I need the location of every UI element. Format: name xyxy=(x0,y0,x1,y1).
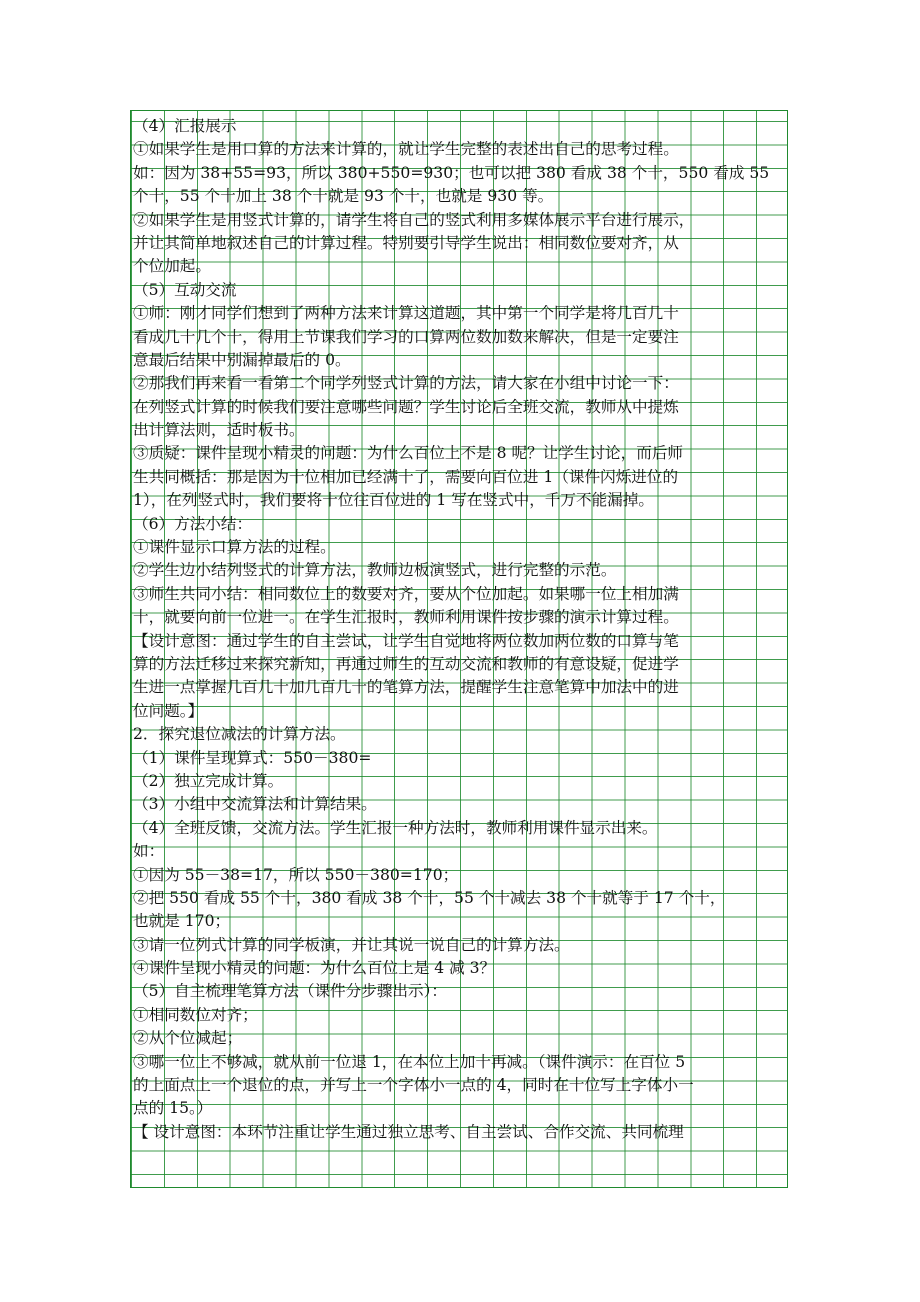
text-line: （2）独立完成计算。 xyxy=(133,771,284,790)
text-line: （5）自主梳理笔算方法（课件分步骤出示）： xyxy=(133,982,447,1001)
text-line: （6）方法小结： xyxy=(133,514,253,533)
text-line: 如：因为 38+55=93，所以 380+550=930；也可以把 380 看成 38 个十，550 看成 55 xyxy=(133,163,770,182)
text-line: 位问题。】 xyxy=(133,701,204,720)
text-line: （5）互动交流 xyxy=(133,280,237,299)
text-line: ②从个位减起； xyxy=(133,1029,243,1048)
document-body xyxy=(133,115,788,1144)
text-line: ①课件显示口算方法的过程。 xyxy=(133,538,336,557)
text-line: ①如果学生是用口算的方法来计算的，就让学生完整的表述出自己的思考过程。 xyxy=(133,140,679,159)
text-line: 十，就要向前一位进一。在学生汇报时，教师利用课件按步骤的演示计算过程。 xyxy=(133,608,679,627)
text-line: 生进一点掌握几百几十加几百几十的笔算方法，提醒学生注意笔算中加法中的进 xyxy=(133,678,679,697)
text-line: 如： xyxy=(133,842,165,861)
text-line: 个位加起。 xyxy=(133,257,211,276)
text-line: 1），在列竖式时，我们要将十位往百位进的 1 写在竖式中，千万不能漏掉。 xyxy=(133,491,654,510)
text-line: ②如果学生是用竖式计算的，请学生将自己的竖式利用多媒体展示平台进行展示， xyxy=(133,210,695,229)
text-line: 看成几十几个十，得用上节课我们学习的口算两位数加数来解决，但是一定要注 xyxy=(133,327,679,346)
text-line: 算的方法迁移过来探究新知，再通过师生的互动交流和教师的有意设疑，促进学 xyxy=(133,654,679,673)
text-line: 生共同概括：那是因为十位相加已经满十了，需要向百位进 1（课件闪烁进位的 xyxy=(133,467,679,486)
text-line: ④课件呈现小精灵的问题：为什么百位上是 4 减 3？ xyxy=(133,959,496,978)
text-line: ②把 550 看成 55 个十，380 看成 38 个十，55 个十减去 38 个十就等于 17 个十， xyxy=(133,888,726,907)
text-line: 的上面点上一个退位的点，并写上一个字体小一点的 4，同时在十位写上字体小一 xyxy=(133,1076,694,1095)
text-line: 【设计意图：通过学生的自主尝试，让学生自觉地将两位数加两位数的口算与笔 xyxy=(133,631,679,650)
text-line: 出计算法则，适时板书。 xyxy=(133,421,305,440)
text-line: 个十，55 个十加上 38 个十就是 93 个十，也就是 930 等。 xyxy=(133,187,554,206)
text-line: 意最后结果中别漏掉最后的 0。 xyxy=(133,350,351,369)
grid-paper xyxy=(130,110,788,1188)
text-line: 2．探究退位减法的计算方法。 xyxy=(133,725,346,744)
text-line: （4）汇报展示 xyxy=(133,117,237,135)
text-line: 【 设计意图：本环节注重让学生通过独立思考、自主尝试、合作交流、共同梳理 xyxy=(133,1122,684,1141)
text-line: （1）课件呈现算式：550－380= xyxy=(133,748,372,767)
text-line: 在列竖式计算的时候我们要注意哪些问题？学生讨论后全班交流，教师从中提炼 xyxy=(133,397,679,416)
text-line: （4）全班反馈，交流方法。学生汇报一种方法时，教师利用课件显示出来。 xyxy=(133,818,658,837)
text-line: 并让其简单地叙述自己的计算过程。特别要引导学生说出：相同数位要对齐，从 xyxy=(133,233,679,252)
text-line: ③哪一位上不够减，就从前一位退 1，在本位上加十再减。（课件演示：在百位 5 xyxy=(133,1052,686,1071)
text-line: ③请一位列式计算的同学板演，并让其说一说自己的计算方法。 xyxy=(133,935,570,954)
text-line: ①师：刚才同学们想到了两种方法来计算这道题，其中第一个同学是将几百几十 xyxy=(133,304,679,323)
text-line: ①相同数位对齐； xyxy=(133,1005,258,1024)
text-line: ②学生边小结列竖式的计算方法，教师边板演竖式，进行完整的示范。 xyxy=(133,561,617,580)
text-line: ②那我们再来看一看第二个同学列竖式计算的方法，请大家在小组中讨论一下： xyxy=(133,374,679,393)
text-line: ③质疑：课件呈现小精灵的问题：为什么百位上不是 8 呢？让学生讨论，而后师 xyxy=(133,444,684,463)
text-line: ①因为 55－38=17，所以 550－380=170； xyxy=(133,865,459,884)
text-line: 也就是 170； xyxy=(133,912,231,931)
text-line: （3）小组中交流算法和计算结果。 xyxy=(133,795,377,814)
text-line: ③师生共同小结：相同数位上的数要对齐，要从个位加起。如果哪一位上相加满 xyxy=(133,584,679,603)
text-line: 点的 15。） xyxy=(133,1099,213,1118)
